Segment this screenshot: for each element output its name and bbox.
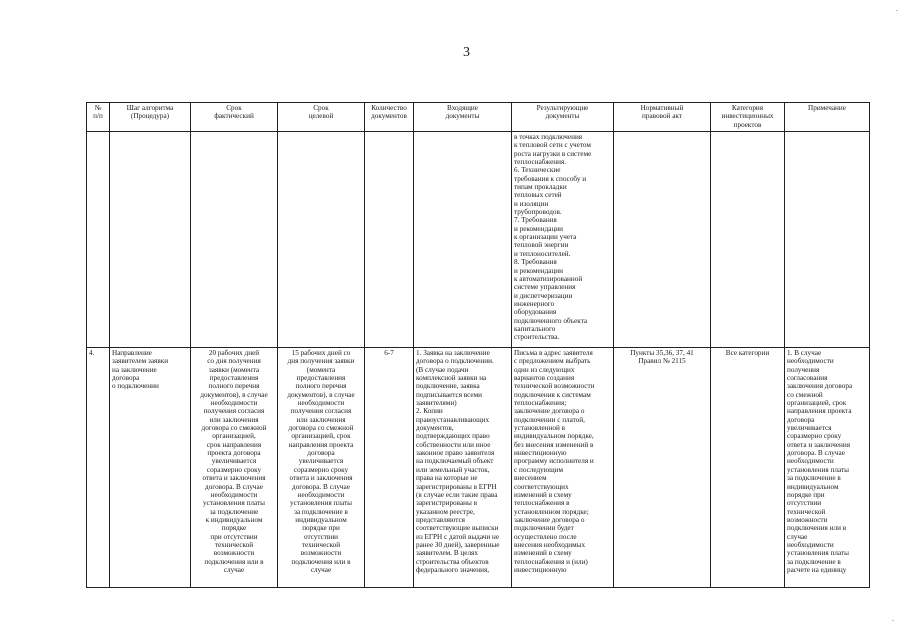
row2-num: 4. xyxy=(87,348,110,588)
header-num: № п/п xyxy=(87,103,110,132)
cell-empty xyxy=(278,132,365,348)
cell-empty xyxy=(87,132,110,348)
row2-result-docs: Письма в адрес заявителя с предложением выбрать один из следующих вариантов создания технической возможности подключения к системам теплоснабжения; заключение договора о подключении с платой, установленной в индивидуальном порядке, без внесения изменений в инвестиционную программу исполнителя и с последующим внесением соответствующих изменений в схему теплоснабжения в установленном порядке; заключение договора о подключении будет осуществлено после внесения необходимых изменений в схему теплоснабжения и (или) инвестиционную xyxy=(512,348,614,588)
header-target-term: Срок целевой xyxy=(278,103,365,132)
cell-empty xyxy=(365,132,414,348)
row2-incoming-docs: 1. Заявка на заключение договора о подключении. (В случае подачи комплексной заявки на подключение, заявка подписывается всеми заявителями) 2. Копии правоустанавливающих документов, подтверждающих право собственности или иное законное право заявителя на подключаемый объект или земельный участок, права на которые не зарегистрированы в ЕГРН (в случае если такие права зарегистрированы в указанном реестре, представляются соответствующие выписки из ЕГРН с датой выдачи не ранее 30 дней), заверенные заявителем. В целях строительства объектов федерального значения, xyxy=(414,348,512,588)
row2-step: Направление заявителем заявки на заключение договора о подключении xyxy=(110,348,191,588)
page-number: 3 xyxy=(463,45,470,60)
cell-empty xyxy=(785,132,870,348)
row2-doc-count: 6-7 xyxy=(365,348,414,588)
header-note: Примечание xyxy=(785,103,870,132)
scan-speck xyxy=(896,10,898,11)
cell-empty xyxy=(414,132,512,348)
header-result-docs: Результирующие документы xyxy=(512,103,614,132)
row2-note: 1. В случае необходимости получения согласования заключения договора со смежной организацией, срок направления проекта договора увеличивается соразмерно сроку ответа и заключения договора. В случае необходимости установления платы за подключение в индивидуальном порядке при отсутствии технической возможности подключения или в случае необходимости установления платы за подключение в расчете на единицу xyxy=(785,348,870,588)
algorithm-table xyxy=(86,102,870,588)
header-actual-term: Срок фактический xyxy=(191,103,278,132)
cell-empty xyxy=(191,132,278,348)
row2-category: Все категории xyxy=(711,348,785,588)
header-legal-act: Нормативный правовой акт xyxy=(614,103,711,132)
scan-speck xyxy=(892,620,894,621)
row2-legal-act: Пункты 35,36, 37, 41 Правил № 2115 xyxy=(614,348,711,588)
row2-target-term: 15 рабочих дней со дня получения заявки (момента предоставления полного перечня документов), в случае необходимости получения согласия или заключения договора со смежной организацией, срок направления проекта договора увеличивается соразмерно сроку ответа и заключения договора. В случае необходимости установления платы за подключение в индивидуальном порядке при отсутствии технической возможности подключения или в случае xyxy=(278,348,365,588)
algorithm-table-wrap xyxy=(86,102,870,588)
header-row xyxy=(87,103,870,132)
cell-empty xyxy=(711,132,785,348)
header-doc-count: Количество документов xyxy=(365,103,414,132)
header-step: Шаг алгоритма (Процедура) xyxy=(110,103,191,132)
header-category: Категория инвестиционных проектов xyxy=(711,103,785,132)
header-incoming-docs: Входящие документы xyxy=(414,103,512,132)
cell-empty xyxy=(614,132,711,348)
table-row xyxy=(87,132,870,348)
table-row xyxy=(87,348,870,588)
cell-empty xyxy=(110,132,191,348)
row2-actual-term: 20 рабочих дней со дня получения заявки (момента предоставления полного перечня документов), в случае необходимости получения согласия или заключения договора со смежной организацией, срок направления проекта договора увеличивается соразмерно сроку ответа и заключения договора. В случае необходимости установления платы за подключение к индивидуальном порядке при отсутствии технической возможности подключения или в случае xyxy=(191,348,278,588)
row1-result-docs: в точках подключения к тепловой сети с учетом роста нагрузки в системе теплоснабжения. 6. Технические требования к способу и типам прокладки тепловых сетей и изоляции трубопроводов. 7. Требования и рекомендации к организации учета тепловой энергии и теплоносителей. 8. Требования и рекомендации к автоматизированной системе управления и диспетчеризации инженерного оборудования подключенного объекта капитального строительства. xyxy=(512,132,614,348)
